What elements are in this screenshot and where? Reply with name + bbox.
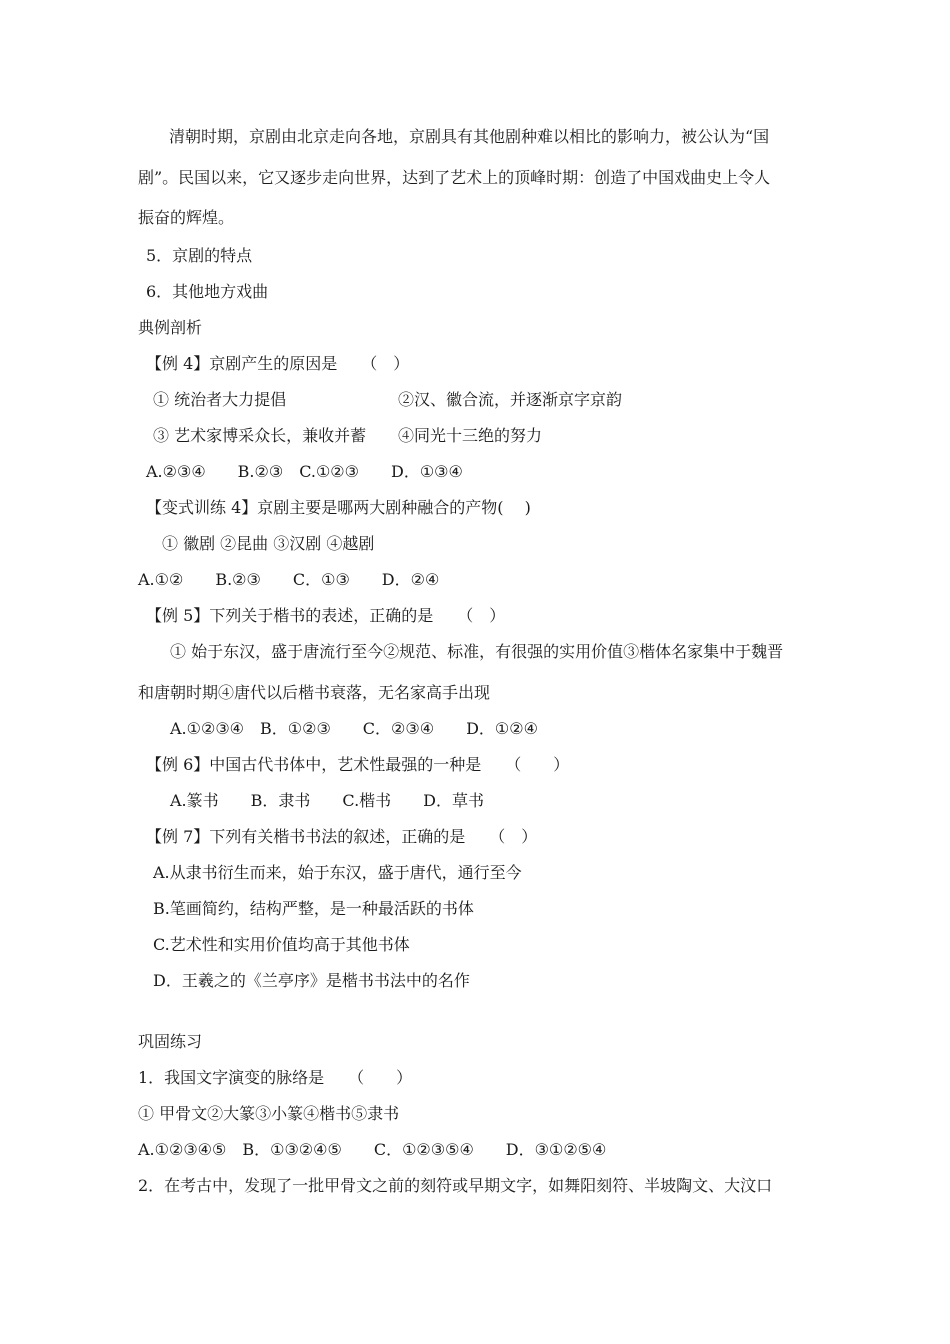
intro-line-2: 剧”。民国以来，它又逐步走向世界，达到了艺术上的顶峰时期：创造了中国戏曲史上令人 bbox=[138, 168, 771, 187]
example-5-body-line-1: ① 始于东汉，盛于唐流行至今②规范、标准，有很强的实用价值③楷体名家集中于魏晋 bbox=[170, 642, 784, 661]
example-4-option-3: ③ 艺术家博采众长，兼收并蓄 bbox=[153, 426, 367, 445]
question-2-stem: 2．在考古中，发现了一批甲骨文之前的刻符或早期文字，如舞阳刻符、半坡陶文、大汶口 bbox=[138, 1176, 773, 1195]
example-4-option-1: ① 统治者大力提倡 bbox=[153, 390, 287, 409]
example-4-stem: 【例 4】京剧产生的原因是 （ ） bbox=[146, 354, 410, 373]
intro-line-3: 振奋的辉煌。 bbox=[138, 208, 235, 227]
section-heading-analysis: 典例剖析 bbox=[138, 318, 203, 337]
point-6: 6．其他地方戏曲 bbox=[146, 282, 269, 301]
example-7-option-c: C.艺术性和实用价值均高于其他书体 bbox=[153, 935, 410, 954]
example-6-stem: 【例 6】中国古代书体中，艺术性最强的一种是 （ ） bbox=[146, 755, 570, 774]
example-7-option-d: D．王羲之的《兰亭序》是楷书书法中的名作 bbox=[153, 971, 470, 990]
example-7-option-a: A.从隶书衍生而来，始于东汉，盛于唐代，通行至今 bbox=[153, 863, 522, 882]
variant-4-stem: 【变式训练 4】京剧主要是哪两大剧种融合的产物( ) bbox=[146, 498, 531, 517]
question-1-stem: 1．我国文字演变的脉络是 （ ） bbox=[138, 1068, 413, 1087]
question-1-choices: A.①②③④⑤ B．①③②④⑤ C．①②③⑤④ D．③①②⑤④ bbox=[138, 1140, 607, 1159]
variant-4-choices: A.①② B.②③ C．①③ D．②④ bbox=[138, 570, 440, 589]
question-1-options: ① 甲骨文②大篆③小篆④楷书⑤隶书 bbox=[138, 1104, 400, 1123]
example-7-option-b: B.笔画简约，结构严整，是一种最活跃的书体 bbox=[153, 899, 474, 918]
example-5-choices: A.①②③④ B．①②③ C．②③④ D．①②④ bbox=[170, 719, 538, 738]
example-6-choices: A.篆书 B．隶书 C.楷书 D．草书 bbox=[170, 791, 484, 810]
variant-4-options: ① 徽剧 ②昆曲 ③汉剧 ④越剧 bbox=[162, 534, 375, 553]
example-5-stem: 【例 5】下列关于楷书的表述，正确的是 （ ） bbox=[146, 606, 506, 625]
example-7-stem: 【例 7】下列有关楷书书法的叙述，正确的是 （ ） bbox=[146, 827, 538, 846]
section-heading-practice: 巩固练习 bbox=[138, 1032, 203, 1051]
point-5: 5．京剧的特点 bbox=[146, 246, 253, 265]
intro-line-1: 清朝时期，京剧由北京走向各地，京剧具有其他剧种难以相比的影响力，被公认为“国 bbox=[169, 127, 770, 146]
example-4-option-2: ②汉、徽合流，并逐渐京字京韵 bbox=[398, 390, 623, 409]
example-5-body-line-2: 和唐朝时期④唐代以后楷书衰落，无名家高手出现 bbox=[138, 683, 491, 702]
example-4-option-4: ④同光十三绝的努力 bbox=[398, 426, 543, 445]
example-4-choices: A.②③④ B.②③ C.①②③ D．①③④ bbox=[146, 462, 463, 481]
